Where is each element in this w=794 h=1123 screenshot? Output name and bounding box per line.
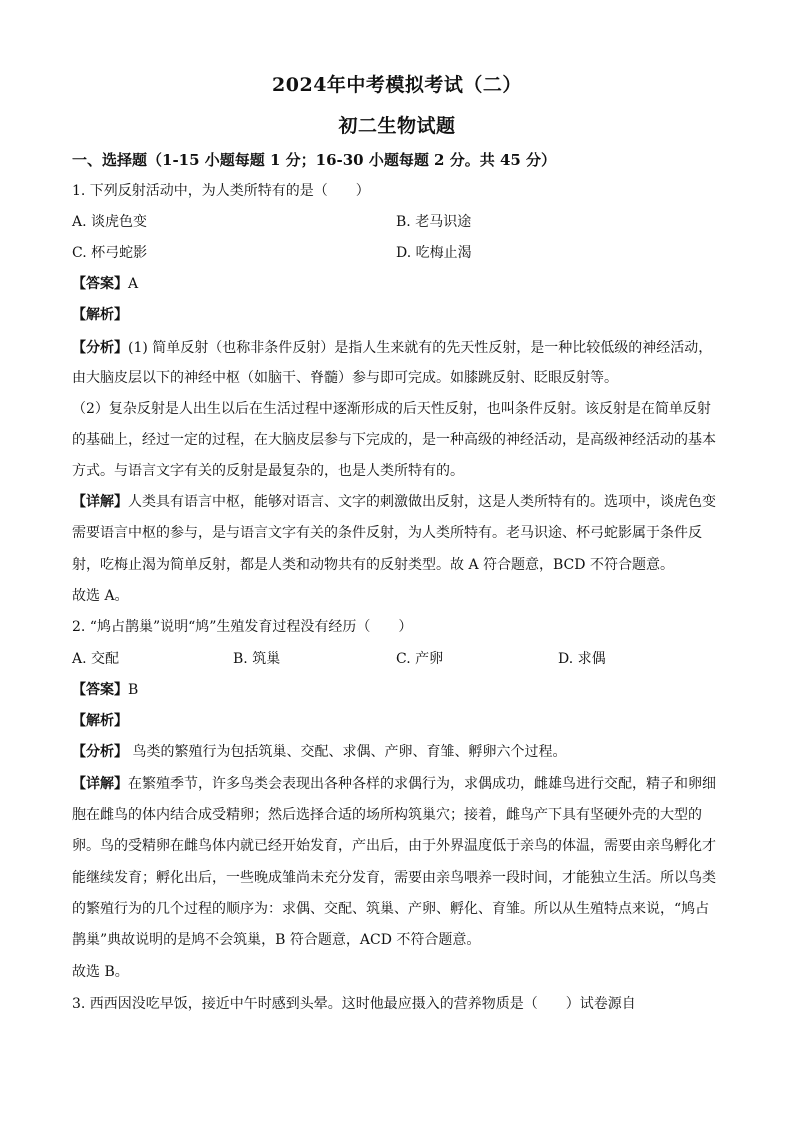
section-header: 一、选择题（1-15 小题每题 1 分；16-30 小题每题 2 分。共 45 分） — [72, 151, 557, 169]
q1-fenxi-line: （2）复杂反射是人出生以后在生活过程中逐渐形成的后天性反射，也叫条件反射。该反射是在简单反射 — [72, 401, 711, 417]
q2-xiangjie-line: 鹊巢”典故说明的是鸠不会筑巢，B 符合题意，ACD 不符合题意。 — [72, 932, 481, 948]
q2-analysis-label: 【解析】 — [72, 713, 128, 729]
q1-fenxi-line: 由大脑皮层以下的神经中枢（如脑干、脊髓）参与即可完成。如膝跳反射、眨眼反射等。 — [72, 370, 618, 386]
q2-answer-label: 【答案】 — [72, 682, 128, 698]
q2-xiangjie-line: 卵。鸟的受精卵在雌鸟体内就已经开始发育，产出后，由于外界温度低于亲鸟的体温，需要由亲鸟孵化才 — [72, 838, 716, 854]
q2-xiangjie-line: 胞在雌鸟的体内结合成受精卵；然后选择合适的场所构筑巢穴；接着，雌鸟产下具有坚硬外壳的大型的 — [72, 807, 702, 823]
q2-xiangjie-line: 在繁殖季节，许多鸟类会表现出各种各样的求偶行为，求偶成功，雌雄鸟进行交配，精子和卵细 — [128, 776, 716, 792]
q1-answer-label: 【答案】 — [72, 276, 128, 292]
q2-option-c: C. 产卵 — [396, 651, 444, 667]
q1-fenxi-line: (1) 简单反射（也称非条件反射）是指人生来就有的先天性反射，是一种比较低级的神经活动， — [128, 340, 713, 356]
q2-conclusion: 故选 B。 — [72, 964, 129, 980]
q2-option-a: A. 交配 — [72, 651, 120, 667]
q2-xiangjie-line: 能继续发育；孵化出后，一些晚成雏尚未充分发育，需要由亲鸟喂养一段时间，才能独立生活。所以鸟类 — [72, 870, 716, 886]
exam-subtitle: 初二生物试题 — [338, 115, 456, 137]
q2-fenxi-label: 【分析】 — [72, 744, 128, 760]
q2-fenxi-row — [72, 742, 727, 762]
q1-option-c: C. 杯弓蛇影 — [72, 245, 148, 261]
q1-option-a: A. 谈虎色变 — [72, 214, 148, 230]
q1-fenxi-row — [72, 338, 727, 358]
q1-option-b: B. 老马识途 — [396, 214, 472, 230]
q1-fenxi-line: 的基础上，经过一定的过程，在大脑皮层参与下完成的，是一种高级的神经活动，是高级神经活动的基本 — [72, 432, 716, 448]
q1-xiangjie-line: 射，吃梅止渴为简单反射，都是人类和动物共有的反射类型。故 A 符合题意，BCD 不符合题意。 — [72, 557, 674, 573]
q2-xiangjie-label: 【详解】 — [72, 776, 128, 792]
q1-xiangjie-line: 需要语言中枢的参与，是与语言文字有关的条件反射，为人类所特有。老马识途、杯弓蛇影属于条件反 — [72, 525, 702, 541]
q2-option-b: B. 筑巢 — [233, 651, 281, 667]
q2-xiangjie-line: 的繁殖行为的几个过程的顺序为：求偶、交配、筑巢、产卵、孵化、育雏。所以从生殖特点来说，“鸠占 — [72, 901, 710, 917]
q2-xiangjie-row — [72, 774, 727, 794]
q1-answer-value: A — [128, 276, 139, 292]
q1-stem: 1. 下列反射活动中，为人类所特有的是（ ） — [72, 183, 370, 199]
q1-xiangjie-row — [72, 492, 727, 512]
q1-answer-row — [72, 274, 727, 294]
q1-fenxi-label: 【分析】 — [72, 340, 128, 356]
q2-stem: 2. “鸠占鹊巢”说明“鸠”生殖发育过程没有经历（ ） — [72, 619, 413, 635]
q1-conclusion: 故选 A。 — [72, 588, 129, 604]
q1-option-d: D. 吃梅止渴 — [396, 245, 472, 261]
q1-xiangjie-label: 【详解】 — [72, 494, 128, 510]
q1-fenxi-line: 方式。与语言文字有关的反射是最复杂的，也是人类所特有的。 — [72, 463, 464, 479]
q2-fenxi-text: 鸟类的繁殖行为包括筑巢、交配、求偶、产卵、育雏、孵卵六个过程。 — [128, 744, 567, 760]
q2-option-d: D. 求偶 — [558, 651, 606, 667]
q3-stem: 3. 西西因没吃早饭，接近中午时感到头晕。这时他最应摄入的营养物质是（ ）试卷源自 — [72, 996, 636, 1012]
exam-title: 2024年中考模拟考试（二） — [272, 74, 522, 96]
q2-answer-value: B — [128, 682, 139, 698]
q1-xiangjie-line: 人类具有语言中枢，能够对语言、文字的刺激做出反射，这是人类所特有的。选项中，谈虎色变 — [128, 494, 716, 510]
q1-analysis-label: 【解析】 — [72, 307, 128, 323]
q2-answer-row — [72, 680, 727, 700]
